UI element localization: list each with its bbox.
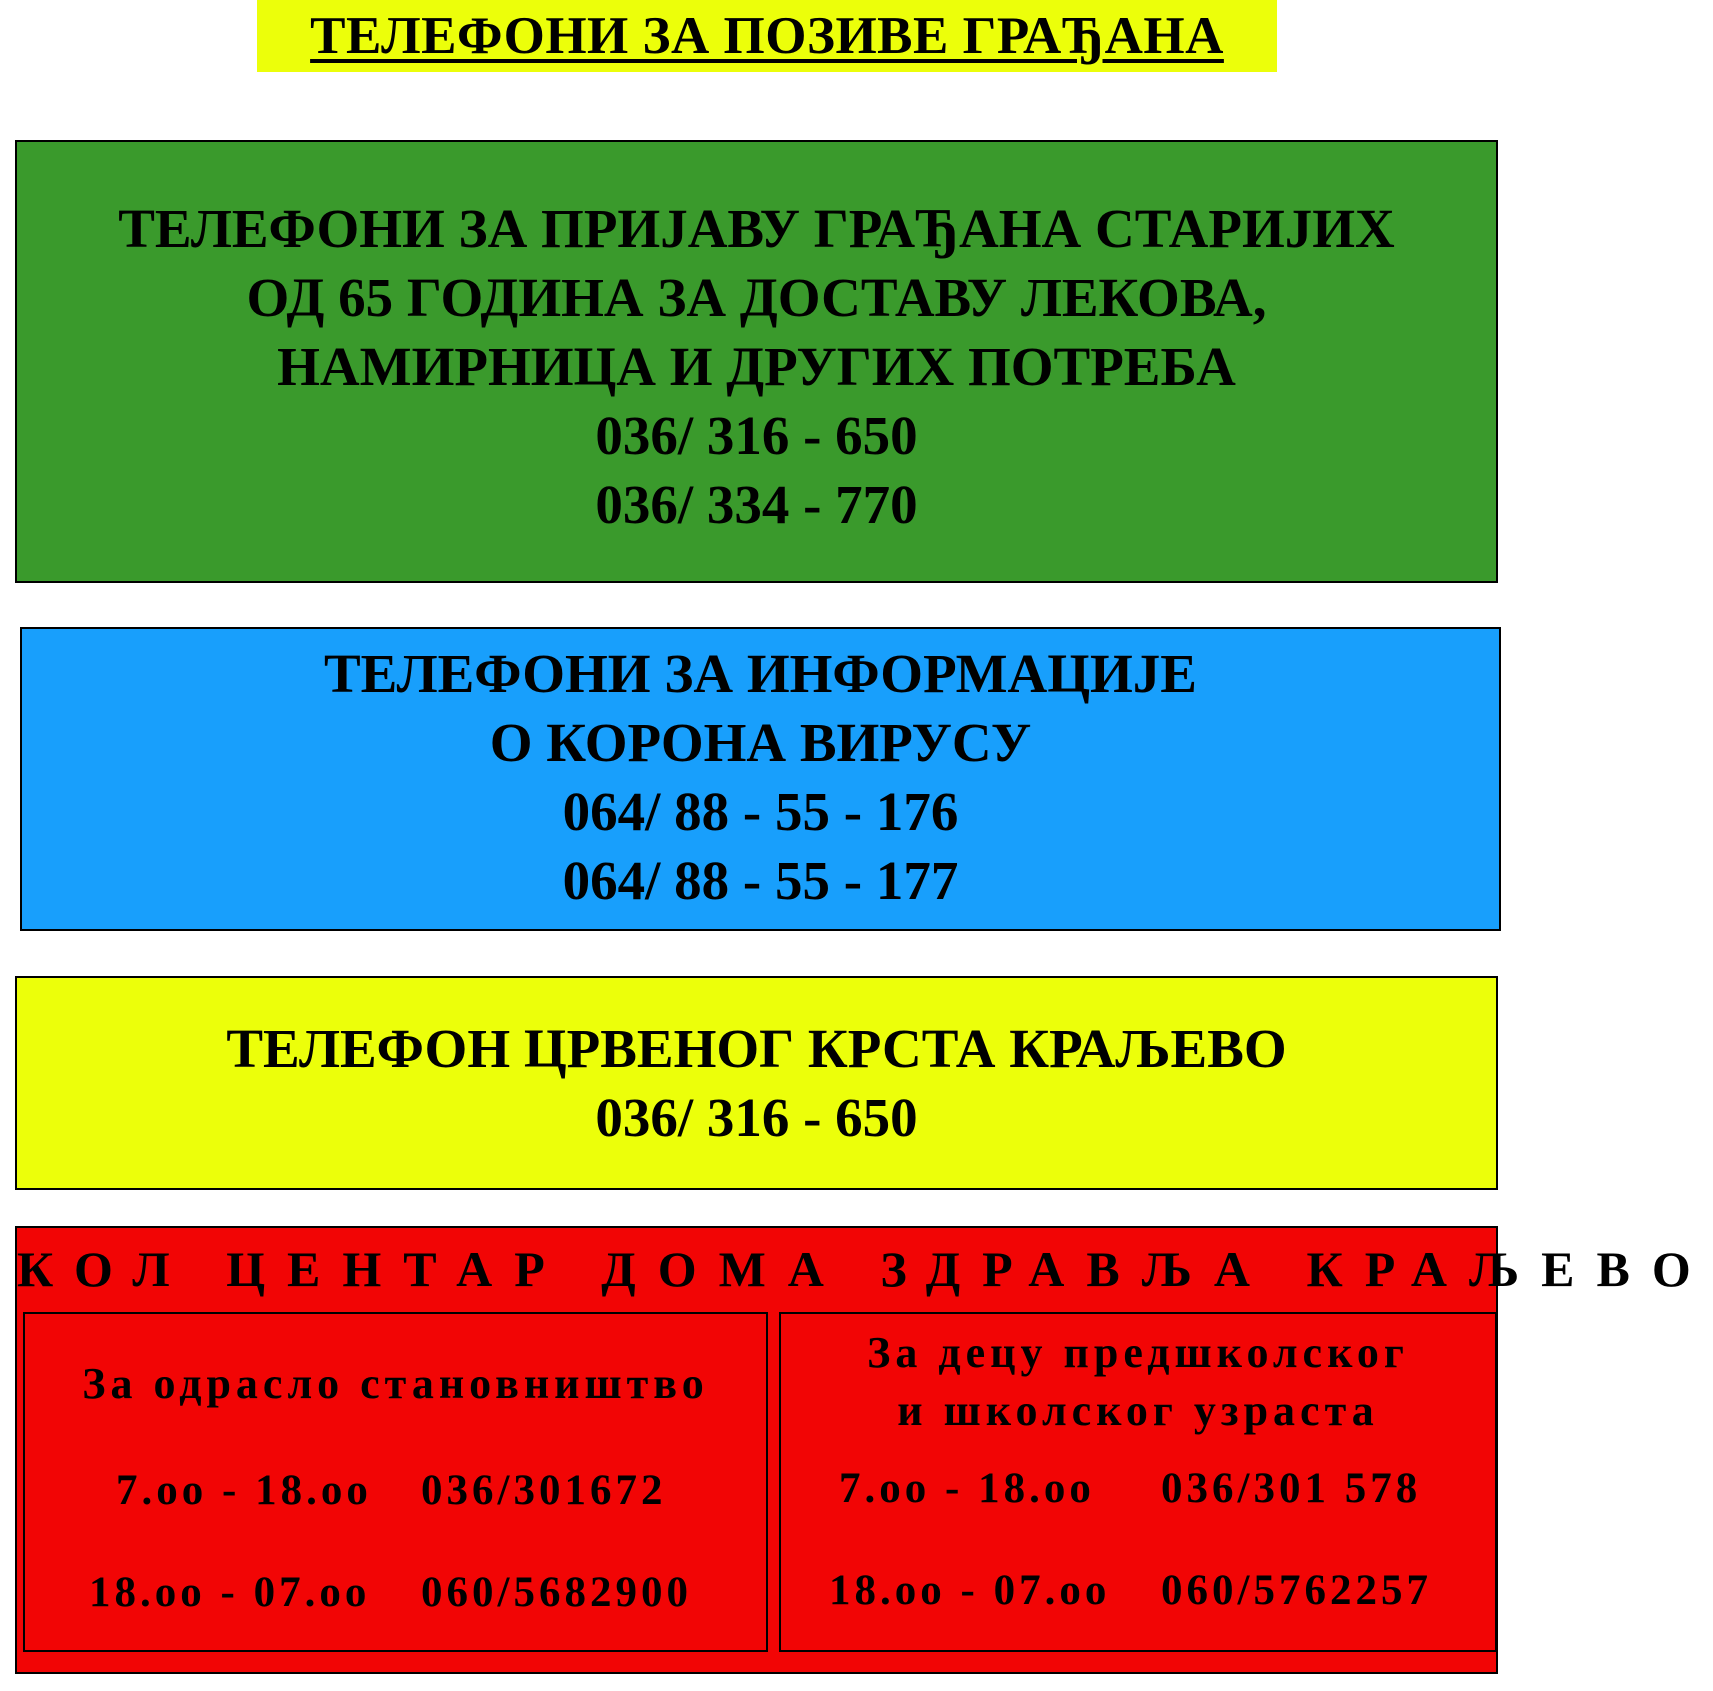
page-title-banner [257, 0, 1277, 72]
children-heading-line: За децу предшколског [867, 1328, 1409, 1377]
children-panel [779, 1312, 1497, 1652]
children-day-hours: 7.оо - 18.оо [839, 1465, 1095, 1512]
adult-population-panel [23, 1312, 768, 1652]
children-night-phone: 060/5762257 [1161, 1567, 1432, 1614]
children-heading-line: и школског узраста [897, 1386, 1379, 1435]
adult-day-row [25, 1466, 766, 1516]
call-center-box [15, 1226, 1713, 1674]
call-center-heading: КОЛ ЦЕНТАР ДОМА ЗДРАВЉА КРАЉЕВО [17, 1241, 1713, 1297]
seniors-heading-line: ОД 65 ГОДИНА ЗА ДОСТАВУ ЛЕКОВА, [246, 267, 1267, 328]
page-title: ТЕЛЕФОНИ ЗА ПОЗИВЕ ГРАЂАНА [310, 7, 1224, 65]
corona-phone: 064/ 88 - 55 - 176 [562, 781, 959, 842]
adult-day-hours: 7.оо - 18.оо [116, 1467, 372, 1514]
seniors-delivery-box [15, 140, 1498, 583]
corona-info-box [20, 627, 1501, 931]
adult-panel-heading: За одрасло становништво [82, 1359, 709, 1408]
red-cross-phone: 036/ 316 - 650 [595, 1087, 918, 1148]
children-day-row [781, 1464, 1495, 1514]
children-day-phone: 036/301 578 [1161, 1465, 1422, 1512]
corona-heading-line: ТЕЛЕФОНИ ЗА ИНФОРМАЦИЈЕ [324, 643, 1197, 704]
children-night-hours: 18.оо - 07.оо [829, 1567, 1111, 1614]
children-panel-heading [781, 1324, 1495, 1440]
corona-heading-line: О КОРОНА ВИРУСУ [489, 712, 1032, 773]
seniors-heading-line: ТЕЛЕФОНИ ЗА ПРИЈАВУ ГРАЂАНА СТАРИЈИХ [118, 198, 1395, 259]
seniors-heading-line: НАМИРНИЦА И ДРУГИХ ПОТРЕБА [277, 336, 1236, 397]
adult-night-phone: 060/5682900 [421, 1569, 692, 1616]
adult-day-phone: 036/301672 [421, 1467, 667, 1514]
corona-phone: 064/ 88 - 55 - 177 [562, 850, 959, 911]
red-cross-box [15, 976, 1498, 1190]
seniors-phone: 036/ 334 - 770 [595, 474, 918, 535]
adult-night-hours: 18.оо - 07.оо [89, 1569, 371, 1616]
seniors-phone: 036/ 316 - 650 [595, 405, 918, 466]
children-night-row [781, 1566, 1495, 1616]
adult-night-row [25, 1568, 766, 1618]
red-cross-heading: ТЕЛЕФОН ЦРВЕНОГ КРСТА КРАЉЕВО [226, 1018, 1287, 1079]
